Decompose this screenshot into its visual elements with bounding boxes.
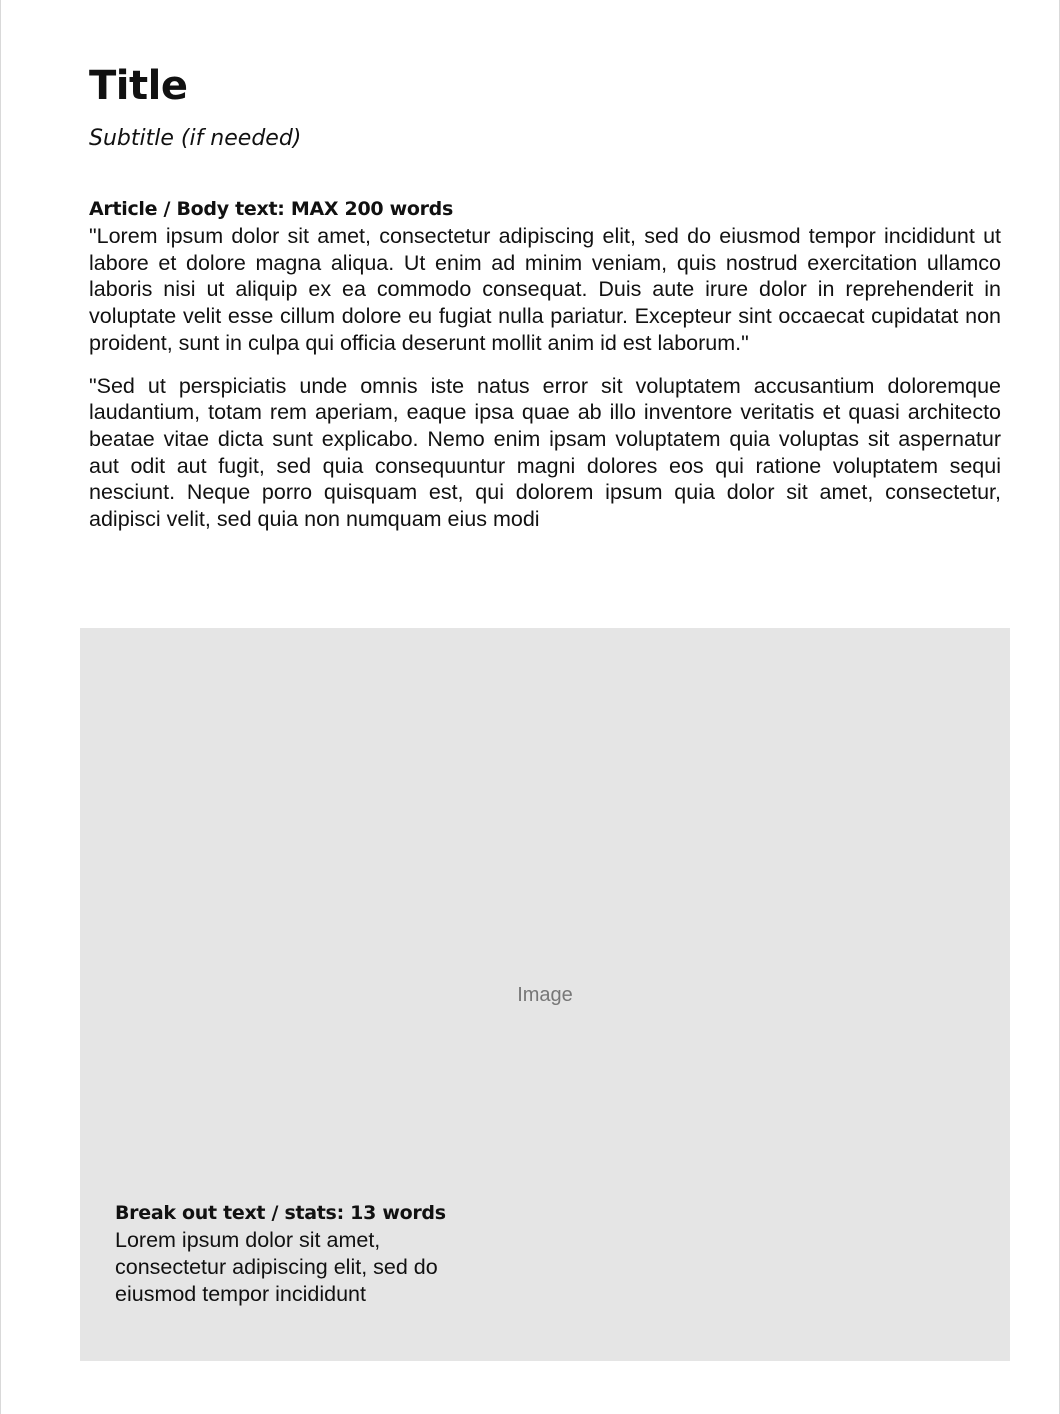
page-title: Title <box>89 63 188 109</box>
article-section <box>89 196 1001 533</box>
article-paragraph-2: "Sed ut perspiciatis unde omnis iste natus error sit voluptatem accusantium doloremque laudantium, totam rem aperiam, eaque ipsa quae ab illo inventore veritatis et quasi architecto beatae vitae dicta sunt explicabo. Nemo enim ipsam voluptatem quia voluptas sit aspernatur aut odit aut fugit, sed quia consequuntur magni dolores eos qui ratione voluptatem sequi nesciunt. Neque porro quisquam est, qui dolorem ipsum quia dolor sit amet, consectetur, adipisci velit, sed quia non numquam eius modi <box>89 373 1001 532</box>
image-placeholder <box>80 628 1010 1361</box>
image-placeholder-label: Image <box>517 984 573 1006</box>
article-paragraph-1: "Lorem ipsum dolor sit amet, consectetur adipiscing elit, sed do eiusmod tempor incididunt ut labore et dolore magna aliqua. Ut enim ad minim veniam, quis nostrud exercitation ullamco laboris nisi ut aliquip ex ea commodo consequat. Duis aute irure dolor in reprehenderit in voluptate velit esse cillum dolore eu fugiat nulla pariatur. Excepteur sint occaecat cupidatat non proident, sunt in culpa qui officia deserunt mollit anim id est laborum." <box>89 224 1001 355</box>
article-heading: Article / Body text: MAX 200 words <box>89 198 453 220</box>
breakout-body: Lorem ipsum dolor sit amet, consectetur adipiscing elit, sed do eiusmod tempor incididunt <box>115 1228 438 1306</box>
breakout-heading: Break out text / stats: 13 words <box>115 1202 446 1224</box>
breakout-box <box>115 1200 495 1308</box>
page-subtitle: Subtitle (if needed) <box>89 126 302 151</box>
